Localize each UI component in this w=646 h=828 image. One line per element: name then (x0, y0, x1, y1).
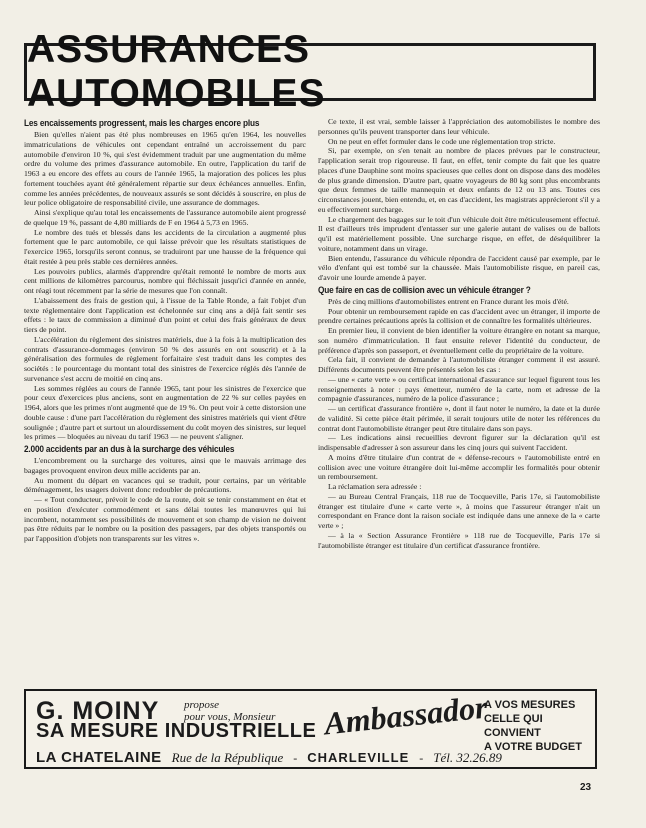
ad-separator: - (419, 751, 424, 765)
ad-separator: - (293, 751, 298, 765)
paragraph: Cela fait, il convient de demander à l'automobiliste étranger comment il est assuré. Différents documents peuvent être présentés selon les cas : (318, 355, 600, 374)
paragraph: Ainsi s'explique qu'au total les encaissements de l'assurance automobile aient progressé de quelque 19 %, passant de 4,80 milliards de F en 1964 à 5,73 en 1965. (24, 208, 306, 227)
paragraph: — Les indications ainsi recueillies devront figurer sur la déclaration qu'il est indispensable d'adresser à son assureur dans les cinq jours qui suivent l'accident. (318, 433, 600, 452)
paragraph: Les pouvoirs publics, alarmés d'apprendre qu'était remonté le nombre de morts aux cent millions de kilomètres parcourus, nombre qui fléchissait jusqu'ici d'année en année, ont réagi tout récemment par la série de mesures que l'on connaît. (24, 266, 306, 295)
ad-street: Rue de la République (171, 750, 284, 765)
ad-slogan (484, 698, 595, 754)
page-number: 23 (580, 782, 592, 793)
paragraph: Près de cinq millions d'automobilistes entrent en France durant les mois d'été. (328, 296, 569, 306)
paragraph: En premier lieu, il convient de bien identifier la voiture étrangère en notant sa marque, son numéro d'immatriculation. Il faut ensuite relever l'identité du conducteur, de préférence d'après son passeport, et éventuellement celle du propriétaire de la voiture. (318, 326, 600, 355)
paragraph: Bien entendu, l'assurance du véhicule répondra de l'accident causé par exemple, par le vélo d'enfant qui est tombé sur la chaussée. Mais l'automobiliste risque, en pareil cas, d'avoir une lourde amende à payer. (318, 253, 600, 282)
page-title: ASSURANCES AUTOMOBILES (27, 28, 326, 115)
ad-slogan-line1: A VOS MESURES (484, 699, 576, 711)
paragraph: Les sommes réglées au cours de l'année 1965, tant pour les sinistres de l'exercice que pour ceux d'exercices plus anciens, sont en augmentation de 22 % sur celles payées en 1964, alors que les primes n'ont augmenté que de 19 %. On peut voir à cette distorsion une double cause : d'une part l'accélération du règlement des sinistres matériels qui vient d'être soulignée ; d'autre part et surtout un alourdissement du coût moyen des sinistres, sur lequel les primes — bloquées au niveau du tarif 1963 — ne peuvent s'aligner. (24, 383, 306, 442)
paragraph: Ce texte, il est vrai, semble laisser à l'appréciation des automobilistes le nombre des personnes qu'ils peuvent transporter dans leur véhicule. (318, 117, 600, 136)
paragraph: Bien qu'elles n'aient pas été plus nombreuses en 1965 qu'en 1964, les nouvelles immatriculations de véhicules ont cependant entraîné un accroissement du parc automobile d'environ 10 %, qui s'est évidemment traduit par une augmentation du même ordre du volume des primes d'assurance automobile. En outre, l'application du tarif de 1963 a eu encore des effets au cours de l'année 1965, la majoration des polices les plus fortement touchées ayant été généralement répartie sur deux échéances annuelles. Enfin, comme les années précédentes, de nouveaux assurés se sont décidés à souscrire, en plus de leur police obligatoire de responsabilité civile, une assurance de dommages. (24, 130, 306, 208)
ad-slogan-line2: CELLE QUI CONVIENT (484, 713, 543, 739)
paragraph: — « Tout conducteur, prévoit le code de la route, doit se tenir constamment en état et en position d'exécuter commodément et sans délai toutes les manœuvres qui lui incombent, notamment ses possibilités de mouvement et son champ de vision ne doivent pas être réduits par le nombre ou la position des passagers, par des objets transportés ou par l'apposition d'objets non transparents sur les vitres ». (24, 495, 306, 543)
title-box (24, 28, 596, 115)
ad-tagline-line2: pour vous, Monsieur (184, 711, 276, 723)
paragraph: Pour obtenir un remboursement rapide en cas d'accident avec un étranger, il importe de prendre certaines précautions après la collision et de connaître les formalités ultérieures. (318, 306, 600, 326)
advertisement (24, 689, 597, 769)
paragraph: A moins d'être titulaire d'un contrat de « défense-recours » l'automobiliste entré en collision avec une voiture étrangère doit lui-même accomplir les formalités pour obtenir un remboursement. (318, 452, 600, 482)
ad-headline: SA MESURE INDUSTRIELLE (36, 720, 317, 742)
paragraph: Le nombre des tués et blessés dans les accidents de la circulation a augmenté plus fortement que le parc automobile, ce qui laisse prévoir que les résultats statistiques de l'exercice 1965, lorsqu'ils seront connus, se traduiront par une hausse de la fréquence qui était restée à peu près stable ces dernières années. (24, 227, 306, 266)
ad-city: CHARLEVILLE (307, 750, 410, 765)
ad-shop-name: LA CHATELAINE (36, 749, 162, 766)
paragraph: — au Bureau Central Français, 118 rue de Tocqueville, Paris 17e, si l'automobiliste étranger est titulaire d'une « carte verte », à moins que l'assureur étranger n'ait un correspondant en France dont la raison sociale est indiquée dans une annexe de la « carte verte » ; (318, 491, 600, 530)
paragraph: L'encombrement ou la surcharge des voitures, ainsi que le mauvais arrimage des bagages provoquent environ deux mille accidents par an. (24, 456, 306, 475)
paragraph: Au moment du départ en vacances qui se traduit, pour certains, par un véritable déménagement, les usagers doivent donc redoubler de précautions. (24, 475, 306, 495)
paragraph: La réclamation sera adressée : (328, 482, 422, 491)
left-column (24, 116, 306, 544)
ad-company-name: G. MOINY (36, 697, 160, 725)
section-heading: 2.000 accidents par an dus à la surcharge des véhicules (24, 444, 235, 454)
ad-phone: Tél. 32.26.89 (433, 750, 502, 765)
ad-address (36, 749, 588, 766)
paragraph: On ne peut en effet formuler dans le code une réglementation trop stricte. (328, 136, 556, 146)
paragraph: L'abaissement des frais de gestion qui, à l'issue de la Table Ronde, a fait l'objet d'un texte réglementaire dont l'application est échelonnée sur cinq ans a déjà fait sentir ses effets : le taux de commission a diminué d'un point et celui des frais généraux de deux tiers de point. (24, 295, 306, 334)
paragraph: Le chargement des bagages sur le toit d'un véhicule doit être méticuleusement effectué. Il est d'ailleurs très imprudent d'entasser sur une galerie autant de valises ou de ballots qu'il est matériellement possible. Une surcharge risque, en effet, de déséquilibrer la voiture, notamment dans un virage. (318, 214, 600, 253)
ad-tagline-line1: propose (184, 699, 220, 711)
paragraph: L'accélération du règlement des sinistres matériels, due à la fois à la multiplication des contrats d'assurance-dommages (environ 50 % des assurés en ont souscrit) et à la généralisation des formules de règlement forfaitaire s'est traduit dans les comptes des sociétés : le pourcentage du montant total des sinistres de l'exercice réglés dès l'année de survenance s'est accru de moitié en cinq ans. (24, 334, 306, 383)
ad-brand-logo: Ambassador (322, 688, 489, 742)
paragraph: — une « carte verte » ou certificat international d'assurance sur lequel figurent tous les renseignements à noter : pays émetteur, numéro de la carte, nom et adresse de la compagnie d'assurances, numéro de la police d'assurance ; (318, 374, 600, 404)
right-column (318, 117, 600, 550)
section-heading: Que faire en cas de collision avec un véhicule étranger ? (318, 284, 531, 295)
ad-slogan-line3: A VOTRE BUDGET (484, 741, 582, 753)
paragraph: — à la « Section Assurance Frontière » 118 rue de Tocqueville, Paris 17e si l'automobiliste étranger est titulaire d'un certificat d'assurance frontière. (318, 530, 600, 550)
section-heading: Les encaissements progressent, mais les charges encore plus (24, 118, 260, 128)
paragraph: — un certificat d'assurance frontière », dont il faut noter le numéro, la date et la durée de validité. Si cette pièce était périmée, il serait toujours utile de noter les références du contrat dont l'automobiliste étranger peut être titulaire dans son pays. (318, 404, 600, 433)
paragraph: Si, par exemple, on s'en tenait au nombre de places prévues par le constructeur, l'application serait trop rigoureuse. Il faut, en effet, tenir compte du fait que les quatre places d'une Dauphine sont moins spacieuses que celles dont on dispose dans des modèles de plus grande dimension. D'autre part, quatre voyageurs de 80 kg sont plus encombrants que deux femmes de taille mannequin et deux enfants de 12 ou 13 ans. Toutes ces circonstances jouent, bien entendu, et, en cas d'accident, les magistrats apprécieront s'il y a eu effectivement surcharge. (318, 146, 600, 214)
